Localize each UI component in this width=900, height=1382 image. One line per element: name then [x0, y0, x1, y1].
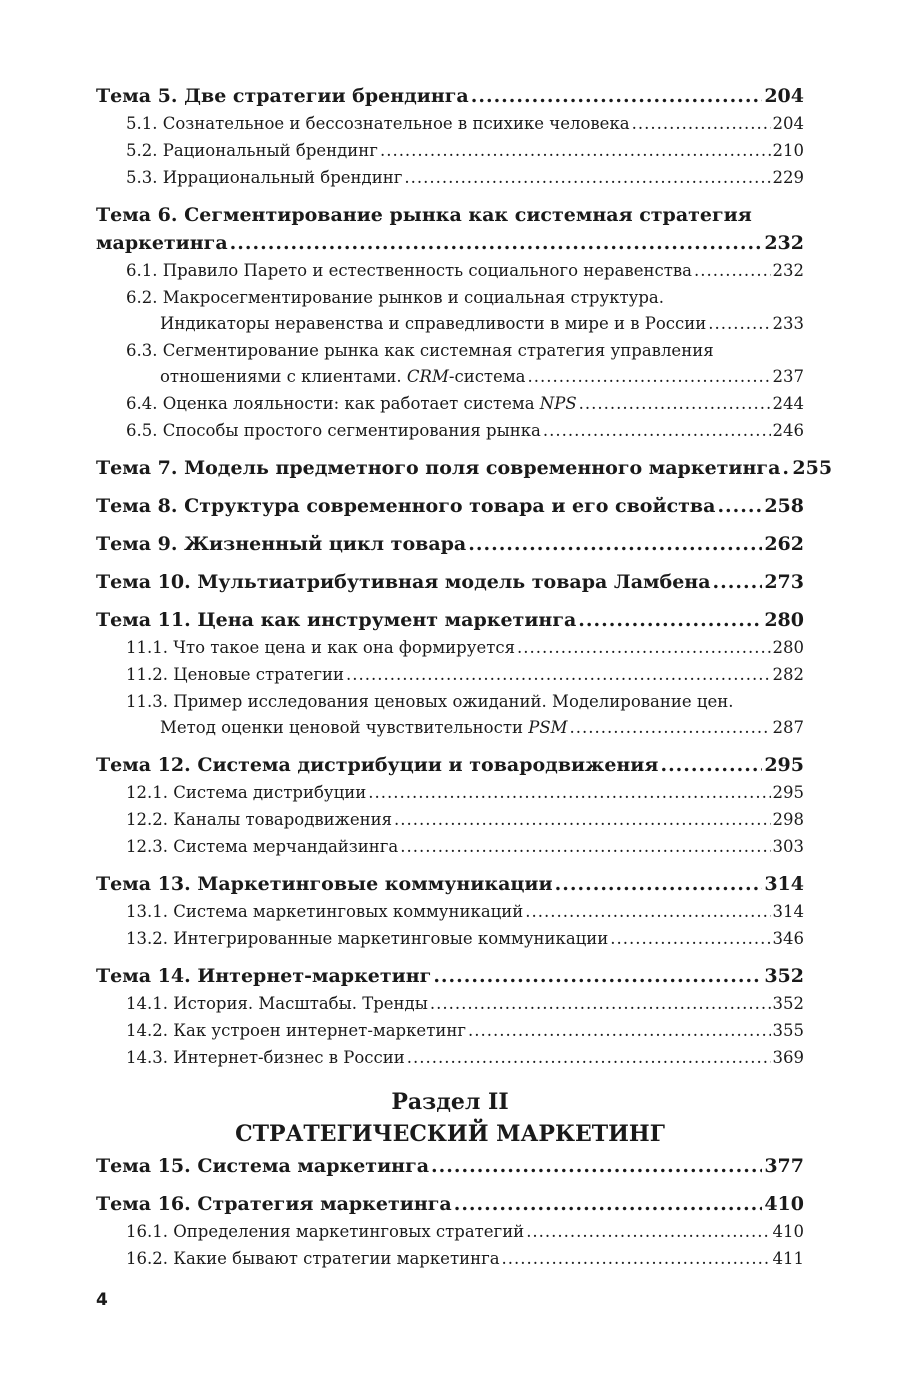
subentry-title: 5.2. Рациональный брендинг: [126, 141, 378, 160]
dot-leader: [660, 751, 762, 779]
toc-entry[interactable]: [96, 751, 804, 779]
subentry-title: 11.2. Ценовые стратегии: [126, 665, 345, 684]
label-text: Метод оценки ценовой чувствительности: [160, 718, 523, 737]
dot-leader: [394, 806, 770, 833]
toc-subentry[interactable]: [96, 806, 804, 833]
dot-leader: [430, 990, 771, 1017]
subentry-page: 287: [772, 718, 804, 737]
label-italic: NPS: [539, 394, 577, 413]
toc-subentry[interactable]: [96, 110, 804, 137]
dot-leader: [431, 1152, 762, 1180]
toc-topic-11: [96, 606, 804, 741]
toc-entry[interactable]: [96, 606, 804, 634]
subentry-page: 233: [772, 314, 804, 333]
toc-subentry[interactable]: [96, 417, 804, 444]
subentry-page: 280: [772, 638, 804, 657]
section-heading: [96, 1086, 804, 1150]
toc-topic-6: [96, 201, 804, 444]
label-italic: CRM: [406, 367, 449, 386]
entry-page: 295: [764, 754, 804, 776]
subentry-title: 13.1. Система маркетинговых коммуникаций: [126, 902, 524, 921]
toc-subentry[interactable]: [96, 833, 804, 860]
entry-title: Тема 8. Структура современного товара и его свойства: [96, 495, 716, 517]
dot-leader: [717, 492, 762, 520]
dot-leader: [230, 229, 763, 257]
toc-topic-15: [96, 1152, 804, 1180]
entry-title: Тема 10. Мультиатрибутивная модель товара Ламбена: [96, 571, 711, 593]
subentry-page: 355: [772, 1021, 804, 1040]
dot-leader: [610, 925, 770, 952]
toc-subentry[interactable]: [96, 1218, 804, 1245]
dot-leader: [471, 82, 763, 110]
dot-leader: [368, 779, 770, 806]
subentry-title: 14.3. Интернет-бизнес в России: [126, 1048, 405, 1067]
label-tail: -система: [448, 367, 526, 386]
entry-page: 255: [792, 457, 833, 479]
entry-title: Тема 7. Модель предметного поля современного маркетинга: [96, 457, 781, 479]
entry-page: 352: [764, 965, 804, 987]
toc-entry[interactable]: [96, 568, 804, 596]
subentry-title-line2: [160, 715, 568, 741]
entry-title: Тема 16. Стратегия маркетинга: [96, 1193, 452, 1215]
entry-title: Тема 14. Интернет-маркетинг: [96, 965, 432, 987]
entry-page: 204: [764, 85, 804, 107]
table-of-contents: [96, 82, 833, 1081]
toc-topic-14: [96, 962, 804, 1071]
entry-page: 258: [764, 495, 804, 517]
toc-subentry[interactable]: [96, 137, 804, 164]
toc-topic-9: [96, 530, 804, 558]
subentry-page: 298: [772, 810, 804, 829]
subentry-title: 5.3. Иррациональный брендинг: [126, 168, 403, 187]
toc-subentry[interactable]: [96, 634, 804, 661]
page-number: 4: [96, 1290, 108, 1310]
entry-page: 232: [764, 232, 804, 254]
entry-title-line2: маркетинга: [96, 232, 228, 254]
toc-topic-8: [96, 492, 804, 520]
dot-leader: [407, 1044, 771, 1071]
entry-title-line1[interactable]: Тема 6. Сегментирование рынка как системная стратегия: [96, 204, 752, 226]
dot-leader: [433, 962, 762, 990]
subentry-page: 210: [772, 141, 804, 160]
label-italic: PSM: [528, 718, 568, 737]
toc-subentry[interactable]: [96, 364, 804, 390]
toc-entry[interactable]: [96, 82, 804, 110]
subentry-page: 282: [772, 665, 804, 684]
toc-subentry[interactable]: [96, 1044, 804, 1071]
subentry-title: 6.1. Правило Парето и естественность социального неравенства: [126, 261, 692, 280]
toc-subentry[interactable]: [96, 1245, 804, 1272]
dot-leader: [468, 530, 762, 558]
subentry-title: 12.2. Каналы товародвижения: [126, 810, 393, 829]
entry-page: 377: [764, 1155, 804, 1177]
toc-subentry[interactable]: [96, 779, 804, 806]
toc-subentry[interactable]: [96, 164, 804, 191]
subentry-page: 295: [772, 783, 804, 802]
toc-entry[interactable]: [96, 962, 804, 990]
subentry-title: 6.5. Способы простого сегментирования рынка: [126, 421, 541, 440]
entry-page: 262: [764, 533, 804, 555]
subentry-page: 246: [772, 421, 804, 440]
dot-leader: [346, 661, 770, 688]
subentry-title: 12.3. Система мерчандайзинга: [126, 837, 399, 856]
subentry-title: 11.1. Что такое цена и как она формируется: [126, 638, 515, 657]
subentry-title-line1[interactable]: 6.3. Сегментирование рынка как системная стратегия управления: [126, 341, 714, 360]
dot-leader: [528, 364, 771, 390]
subentry-page: 410: [772, 1222, 804, 1241]
entry-title: Тема 5. Две стратегии брендинга: [96, 85, 469, 107]
entry-title: Тема 12. Система дистрибуции и товародвижения: [96, 754, 659, 776]
subentry-page: 314: [772, 902, 804, 921]
dot-leader: [555, 870, 763, 898]
dot-leader: [404, 164, 770, 191]
dot-leader: [694, 257, 771, 284]
dot-leader: [570, 715, 771, 741]
subentry-title: 5.1. Сознательное и бессознательное в психике человека: [126, 114, 630, 133]
toc-entry[interactable]: [96, 1152, 804, 1180]
toc-entry[interactable]: [96, 229, 804, 257]
subentry-page: 411: [772, 1249, 804, 1268]
entry-page: 410: [764, 1193, 804, 1215]
dot-leader: [517, 634, 771, 661]
toc-entry[interactable]: [96, 1190, 804, 1218]
toc-subentry[interactable]: [96, 311, 804, 337]
subentry-title: 13.2. Интегрированные маркетинговые коммуникации: [126, 929, 609, 948]
dot-leader: [713, 568, 763, 596]
subentry-title-line2: [160, 364, 526, 390]
section-number: Раздел II: [391, 1089, 509, 1115]
subentry-title: 14.1. История. Масштабы. Тренды: [126, 994, 428, 1013]
subentry-title-line2: Индикаторы неравенства и справедливости в мире и в России: [160, 314, 707, 333]
dot-leader: [502, 1245, 771, 1272]
entry-page: 273: [764, 571, 804, 593]
entry-page: 280: [764, 609, 804, 631]
dot-leader: [578, 606, 762, 634]
toc-topic-13: [96, 870, 804, 952]
toc-subentry[interactable]: [96, 661, 804, 688]
label-text: отношениями с клиентами.: [160, 367, 402, 386]
toc-subentry[interactable]: [96, 990, 804, 1017]
dot-leader: [632, 110, 771, 137]
label-text: 6.4. Оценка лояльности: как работает система: [126, 394, 535, 413]
toc-entry[interactable]: [96, 530, 804, 558]
toc-topic-5: [96, 82, 804, 191]
subentry-page: 244: [772, 394, 804, 413]
dot-leader: [543, 417, 771, 444]
dot-leader: [579, 390, 771, 417]
entry-title: Тема 11. Цена как инструмент маркетинга: [96, 609, 577, 631]
toc-entry[interactable]: [96, 454, 833, 482]
subentry-title: 16.2. Какие бывают стратегии маркетинга: [126, 1249, 500, 1268]
subentry-title: [126, 390, 577, 417]
entry-title: Тема 13. Маркетинговые коммуникации: [96, 873, 553, 895]
toc-entry[interactable]: [96, 492, 804, 520]
dot-leader: [708, 311, 770, 337]
toc-topic-10: [96, 568, 804, 596]
toc-subentry[interactable]: [96, 390, 804, 417]
subentry-page: 346: [772, 929, 804, 948]
subentry-title: 16.1. Определения маркетинговых стратегий: [126, 1222, 525, 1241]
toc-subentry[interactable]: [96, 257, 804, 284]
table-of-contents-section-2: [96, 1152, 804, 1282]
subentry-page: 229: [772, 168, 804, 187]
subentry-title-line1[interactable]: 11.3. Пример исследования ценовых ожиданий. Моделирование цен.: [126, 692, 734, 711]
dot-leader: [782, 454, 790, 482]
dot-leader: [468, 1017, 771, 1044]
dot-leader: [454, 1190, 763, 1218]
section-title: СТРАТЕГИЧЕСКИЙ МАРКЕТИНГ: [235, 1121, 665, 1147]
dot-leader: [400, 833, 770, 860]
toc-topic-7: [96, 454, 833, 482]
subentry-page: 237: [772, 367, 804, 386]
subentry-title: 12.1. Система дистрибуции: [126, 783, 367, 802]
toc-topic-16: [96, 1190, 804, 1272]
entry-title: Тема 15. Система маркетинга: [96, 1155, 430, 1177]
toc-entry[interactable]: [96, 870, 804, 898]
dot-leader: [380, 137, 771, 164]
toc-subentry[interactable]: [96, 715, 804, 741]
entry-page: 314: [764, 873, 804, 895]
subentry-page: 352: [772, 994, 804, 1013]
entry-title: Тема 9. Жизненный цикл товара: [96, 533, 467, 555]
toc-subentry[interactable]: [96, 898, 804, 925]
subentry-title: 14.2. Как устроен интернет-маркетинг: [126, 1021, 466, 1040]
toc-subentry[interactable]: [96, 925, 804, 952]
toc-topic-12: [96, 751, 804, 860]
subentry-page: 369: [772, 1048, 804, 1067]
subentry-page: 232: [772, 261, 804, 280]
subentry-page: 303: [772, 837, 804, 856]
subentry-page: 204: [772, 114, 804, 133]
dot-leader: [526, 1218, 770, 1245]
toc-subentry[interactable]: [96, 1017, 804, 1044]
subentry-title-line1[interactable]: 6.2. Макросегментирование рынков и социальная структура.: [126, 288, 664, 307]
dot-leader: [525, 898, 770, 925]
